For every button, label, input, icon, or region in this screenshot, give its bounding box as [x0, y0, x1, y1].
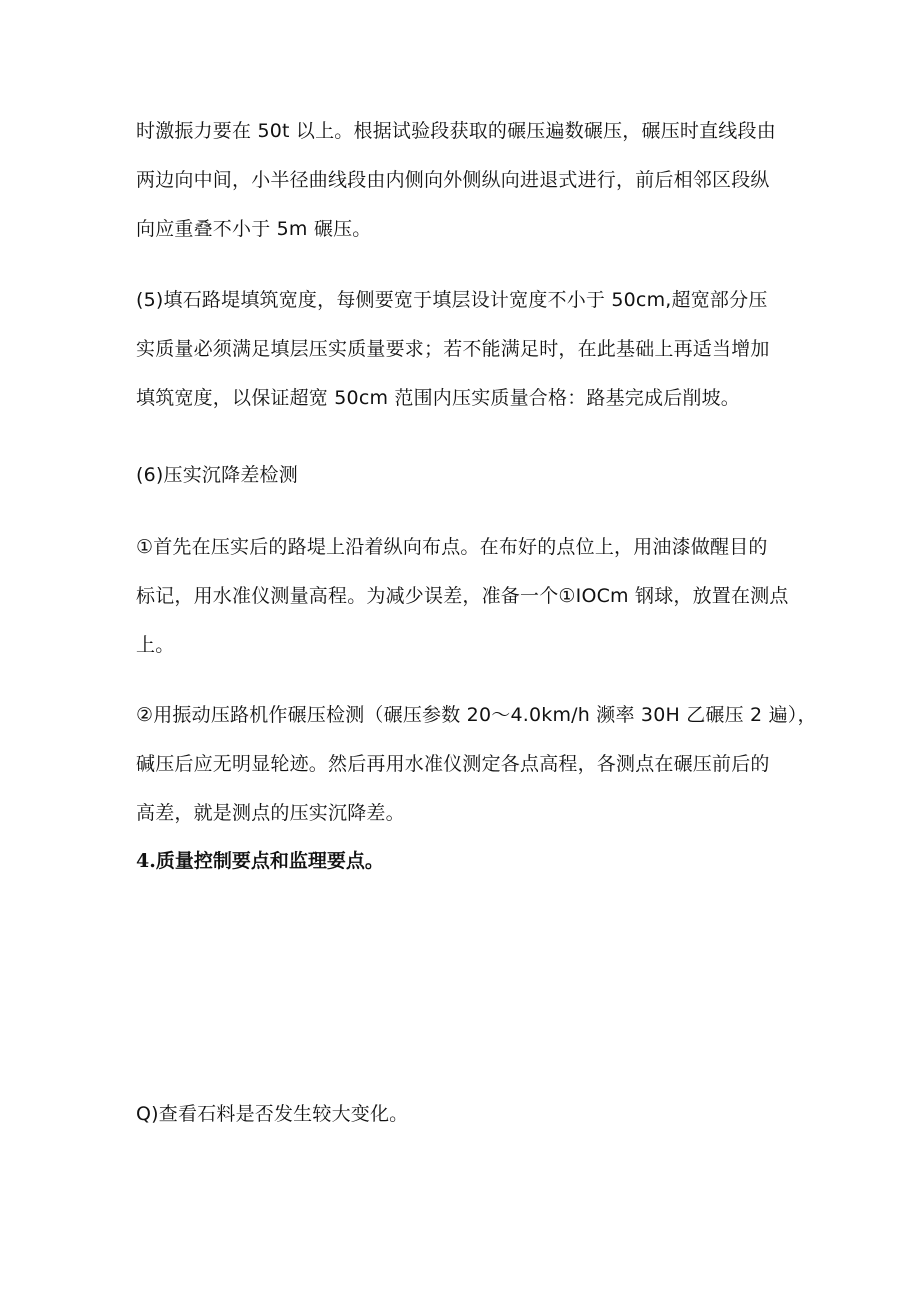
- paragraph-line: 标记，用水准仪测量高程。为减少误差，准备一个①IOCm 钢球，放置在测点: [136, 585, 789, 607]
- paragraph-line: 碱压后应无明显轮迹。然后再用水准仪测定各点高程，各测点在碾压前后的: [136, 753, 770, 775]
- paragraph-rolling-method: [136, 107, 796, 254]
- paragraph-line: ①首先在压实后的路堤上沿着纵向布点。在布好的点位上，用油漆做醒目的: [136, 536, 768, 558]
- paragraph-line: 向应重叠不小于 5m 碾压。: [136, 218, 372, 240]
- paragraph-line: (6)压实沉降差检测: [136, 464, 298, 486]
- paragraph-line: 两边向中间，小半径曲线段由内侧向外侧纵向进退式进行，前后相邻区段纵: [136, 169, 770, 191]
- paragraph-line: ②用振动压路机作碾压检测（碾压参数 20～4.0km/h 濒率 30H 乙碾压 2 遍），: [136, 704, 817, 726]
- paragraph-survey-points: [136, 523, 796, 670]
- paragraph-fill-width: [136, 276, 796, 423]
- paragraph-rolling-check: [136, 691, 817, 838]
- paragraph-line: 上。: [136, 634, 175, 656]
- paragraph-line: 填筑宽度，以保证超宽 50cm 范围内压实质量合格：路基完成后削坡。: [136, 387, 741, 409]
- section-heading: 4.质量控制要点和监理要点。: [136, 850, 384, 872]
- paragraph-line: 时激振力要在 50t 以上。根据试验段获取的碾压遍数碾压，碾压时直线段由: [136, 120, 776, 142]
- paragraph-line: 实质量必须满足填层压实质量要求；若不能满足时，在此基础上再适当增加: [136, 338, 770, 360]
- paragraph-line: Q)查看石料是否发生较大变化。: [136, 1103, 409, 1125]
- paragraph-line: (5)填石路堤填筑宽度，每侧要宽于填层设计宽度不小于 50cm,超宽部分压: [136, 289, 768, 311]
- paragraph-stone-check: [136, 1090, 796, 1139]
- paragraph-line: 高差，就是测点的压实沉降差。: [136, 802, 405, 824]
- paragraph-settlement-title: [136, 451, 796, 500]
